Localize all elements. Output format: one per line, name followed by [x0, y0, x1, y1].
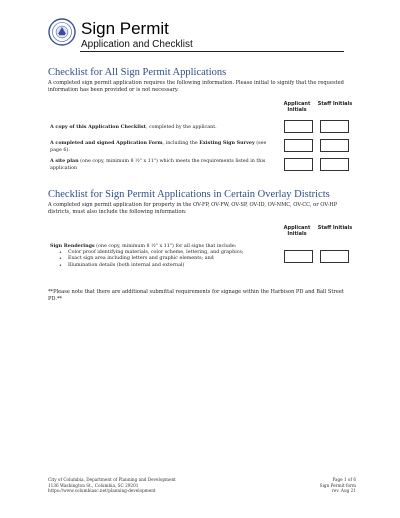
footer-page-number: Page 1 of 6 — [332, 477, 356, 482]
row1-bold: A copy of this Application Checklist — [50, 124, 146, 130]
row2-staff-initials-box[interactable] — [320, 139, 349, 152]
footer-address: 1136 Washington St., Columbia, SC 29201 — [48, 482, 139, 488]
city-seal-logo — [48, 18, 76, 46]
list-item: • Color proof identifying materials, color scheme, lettering, and graphics; — [62, 250, 262, 256]
col2-staff-initials: Staff Initials — [317, 225, 353, 231]
row1-text: , completed by the applicant. — [145, 125, 217, 130]
footer-org: City of Columbia, Department of Planning and Development — [48, 477, 176, 482]
row2-text2: (see page 6). — [50, 141, 267, 153]
list-item: • Illumination details (both internal and external) — [62, 263, 262, 269]
harbison-note: **Please note that there are additional submittal requirements for signage within the Harbison PD and Ball Street PD.** — [48, 289, 344, 303]
row2-bold: A completed and signed Application Form — [50, 140, 163, 146]
row1-staff-initials-box[interactable] — [320, 120, 349, 133]
page-title: Sign Permit — [81, 19, 169, 38]
footer-right — [320, 477, 356, 494]
section1-intro: A completed sign permit application requires the following information. Please initial to signify that the requested information has been provided or is not necessary. — [48, 80, 344, 94]
sign-renderings-text: (one copy, minimum 8 ½" x 11") for all signs that include: — [94, 244, 237, 249]
footer-left — [48, 477, 176, 494]
col-staff-initials: Staff Initials — [317, 101, 353, 107]
row1-applicant-initials-box[interactable] — [284, 120, 313, 133]
col2-applicant-initials: Applicant Initials — [283, 225, 311, 237]
sign-renderings-bold: Sign Renderings — [50, 243, 95, 249]
page-header — [48, 18, 358, 58]
sign-renderings-list — [62, 250, 262, 269]
header-rule — [80, 51, 344, 52]
renderings-applicant-initials-box[interactable] — [284, 250, 313, 263]
row2-text: , including the — [162, 141, 200, 146]
row3-text: (one copy, minimum 8 ½" x 11") which meets the requirements listed in this application — [50, 159, 266, 171]
checklist-row-1 — [50, 124, 272, 132]
row3-bold: A site plan — [50, 158, 79, 164]
section2-intro: A completed sign permit application for property in the OV-FP, OV-FW, OV-SP, OV-ID, OV-NMC, OV-CC, or OV-HP districts, must also include the following information: — [48, 202, 338, 216]
row2-bold2: Existing Sign Survey — [199, 140, 255, 146]
renderings-staff-initials-box[interactable] — [320, 250, 349, 263]
checklist-row-3 — [50, 158, 272, 172]
footer-form-name: Sign Permit form — [319, 482, 356, 488]
page-subtitle: Application and Checklist — [81, 39, 193, 50]
row3-applicant-initials-box[interactable] — [284, 158, 313, 171]
section2-title: Checklist for Sign Permit Applications in Certain Overlay Districts — [48, 189, 330, 200]
row2-applicant-initials-box[interactable] — [284, 139, 313, 152]
checklist-row-2 — [50, 140, 272, 154]
row3-staff-initials-box[interactable] — [320, 158, 349, 171]
footer-url[interactable]: https://www.columbiasc.net/planning-development — [48, 488, 156, 494]
list-item: • Exact sign area including letters and graphic elements; and — [62, 256, 262, 262]
footer-revision: rev. Aug 21 — [331, 488, 356, 494]
col-applicant-initials: Applicant Initials — [283, 101, 311, 113]
section1-title: Checklist for All Sign Permit Applications — [48, 67, 227, 78]
